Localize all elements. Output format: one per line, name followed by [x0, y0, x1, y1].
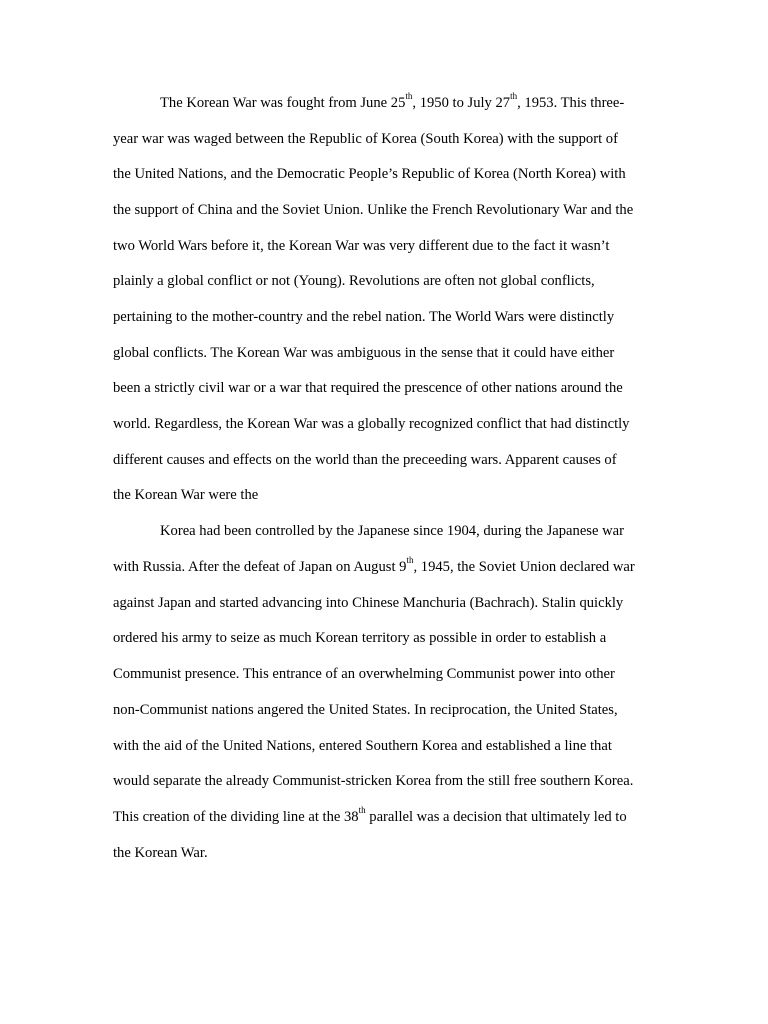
text-run: two World Wars before it, the Korean War was very different due to the fact it wasn’t [113, 238, 610, 254]
text-run: This creation of the dividing line at the 38 [113, 809, 359, 825]
superscript: th [405, 91, 413, 102]
text-run: Communist presence. This entrance of an overwhelming Communist power into other [113, 666, 615, 682]
text-line [113, 308, 614, 326]
text-line [113, 272, 595, 290]
text-run: world. Regardless, the Korean War was a globally recognized conflict that had distinctly [113, 416, 630, 432]
superscript: th [510, 91, 518, 102]
text-run: with Russia. After the defeat of Japan on August 9 [113, 559, 407, 575]
text-line [113, 486, 258, 504]
text-run: plainly a global conflict or not (Young). Revolutions are often not global conflicts, [113, 273, 595, 289]
text-run: the Korean War were the [113, 487, 259, 503]
text-line [113, 594, 623, 612]
text-run: the Korean War. [113, 845, 208, 861]
text-line [113, 844, 208, 862]
text-run: against Japan and started advancing into Chinese Manchuria (Bachrach). Stalin quickly [113, 595, 624, 611]
text-run: pertaining to the mother-country and the rebel nation. The World Wars were distinctly [113, 309, 615, 325]
text-run: Korea had been controlled by the Japanese since 1904, during the Japanese war [160, 523, 624, 539]
text-run: , 1953. This three- [517, 95, 625, 111]
text-line [113, 805, 627, 826]
text-run: , 1950 to July 27 [412, 95, 511, 111]
text-run: would separate the already Communist-stricken Korea from the still free southern Korea. [113, 773, 634, 789]
superscript: th [358, 805, 366, 816]
text-line [113, 237, 609, 255]
text-line [160, 91, 625, 112]
text-line [113, 379, 623, 397]
text-line [113, 165, 626, 183]
text-run: non-Communist nations angered the United States. In reciprocation, the United States, [113, 702, 618, 718]
text-line [160, 522, 624, 540]
text-line [113, 344, 614, 362]
text-run: different causes and effects on the world than the preceeding wars. Apparent causes of [113, 452, 617, 468]
text-line [113, 451, 617, 469]
text-line [113, 737, 612, 755]
text-run: the United Nations, and the Democratic People’s Republic of Korea (North Korea) with [113, 166, 626, 182]
text-run: with the aid of the United Nations, entered Southern Korea and established a line that [113, 738, 612, 754]
text-run: the support of China and the Soviet Union. Unlike the French Revolutionary War and the [113, 202, 634, 218]
text-run: , 1945, the Soviet Union declared war [413, 559, 635, 575]
text-run: parallel was a decision that ultimately led to [365, 809, 627, 825]
text-run: The Korean War was fought from June 25 [160, 95, 406, 111]
text-line [113, 130, 618, 148]
text-line [113, 201, 633, 219]
text-line [113, 415, 629, 433]
text-run: been a strictly civil war or a war that required the prescence of other nations around the [113, 380, 623, 396]
text-line [113, 629, 606, 647]
text-line [113, 701, 618, 719]
text-line [113, 555, 635, 576]
superscript: th [406, 555, 414, 566]
text-line [113, 665, 615, 683]
text-run: ordered his army to seize as much Korean territory as possible in order to establish a [113, 630, 607, 646]
text-line [113, 772, 633, 790]
text-run: year war was waged between the Republic of Korea (South Korea) with the support of [113, 131, 618, 147]
text-run: global conflicts. The Korean War was ambiguous in the sense that it could have either [113, 345, 615, 361]
